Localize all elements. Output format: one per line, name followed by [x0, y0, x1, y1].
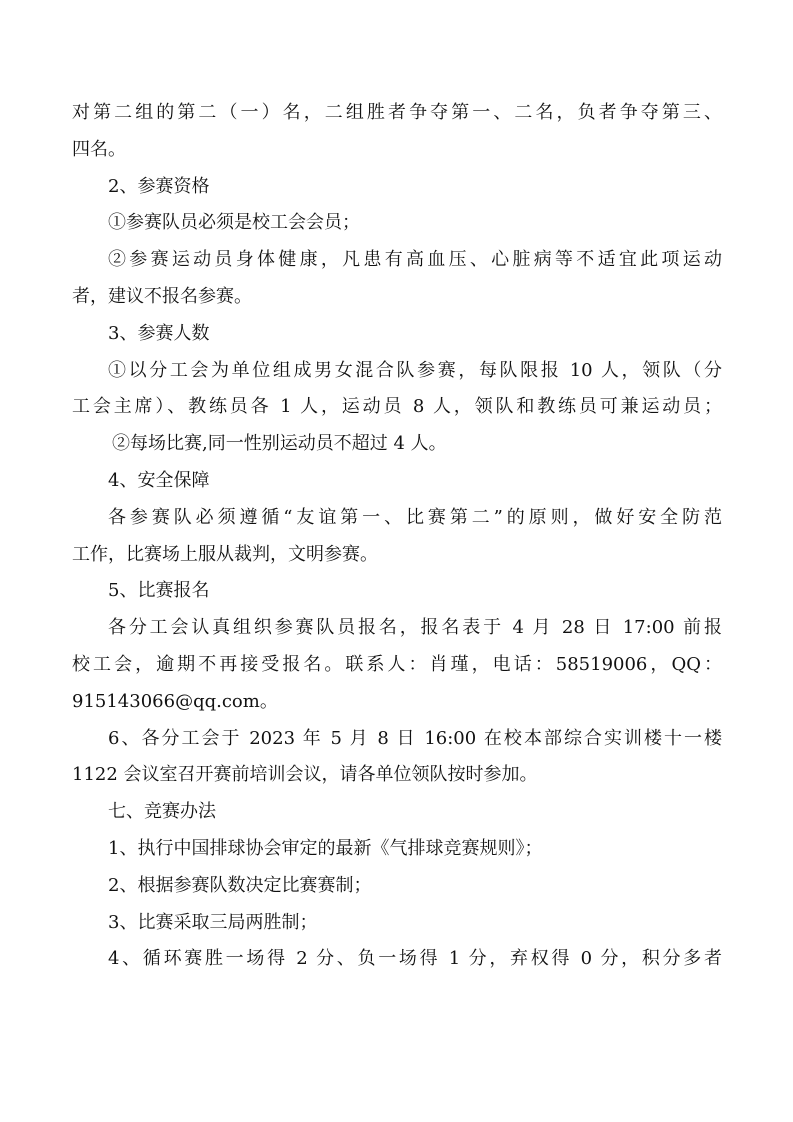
- text-line: 工会主席）、教练员各 1 人，运动员 8 人，领队和教练员可兼运动员；: [72, 396, 722, 418]
- text-line: 3、比赛采取三局两胜制；: [108, 911, 318, 933]
- text-line: 各分工会认真组织参赛队员报名，报名表于 4 月 28 日 17:00 前报: [108, 617, 722, 639]
- section-heading: 4、安全保障: [108, 469, 210, 491]
- text-line: 者，建议不报名参赛。: [72, 285, 252, 307]
- section-heading: 5、比赛报名: [108, 580, 210, 602]
- text-line: ②每场比赛,同一性别运动员不超过 4 人。: [112, 433, 447, 455]
- text-line: 工作，比赛场上服从裁判，文明参赛。: [72, 543, 378, 565]
- text-line: ①参赛队员必须是校工会会员；: [108, 212, 360, 234]
- section-heading: 3、参赛人数: [108, 322, 210, 344]
- text-line: ①以分工会为单位组成男女混合队参赛，每队限报 10 人，领队（分: [108, 359, 722, 381]
- text-line: 四名。: [72, 138, 126, 160]
- text-line: 1122 会议室召开赛前培训会议，请各单位领队按时参加。: [72, 764, 538, 786]
- text-line: 1、执行中国排球协会审定的最新《气排球竞赛规则》；: [108, 837, 543, 859]
- text-line: 915143066@qq.com。: [72, 690, 278, 712]
- text-line: 2、根据参赛队数决定比赛赛制；: [108, 874, 372, 896]
- section-heading: 七、竞赛办法: [108, 801, 216, 823]
- text-line: 4、循环赛胜一场得 2 分、负一场得 1 分，弃权得 0 分，积分多者: [108, 948, 722, 970]
- text-line: ②参赛运动员身体健康，凡患有高血压、心脏病等不适宜此项运动: [108, 249, 722, 271]
- text-line: 6、各分工会于 2023 年 5 月 8 日 16:00 在校本部综合实训楼十一楼: [108, 727, 722, 749]
- section-heading: 2、参赛资格: [108, 175, 210, 197]
- text-line: 校工会，逾期不再接受报名。联系人：肖瑾，电话：58519006，QQ：: [72, 653, 722, 675]
- text-line: 各参赛队必须遵循“友谊第一、比赛第二”的原则，做好安全防范: [108, 506, 722, 528]
- text-line: 对第二组的第二（一）名，二组胜者争夺第一、二名，负者争夺第三、: [72, 102, 722, 123]
- document-body: [72, 95, 722, 978]
